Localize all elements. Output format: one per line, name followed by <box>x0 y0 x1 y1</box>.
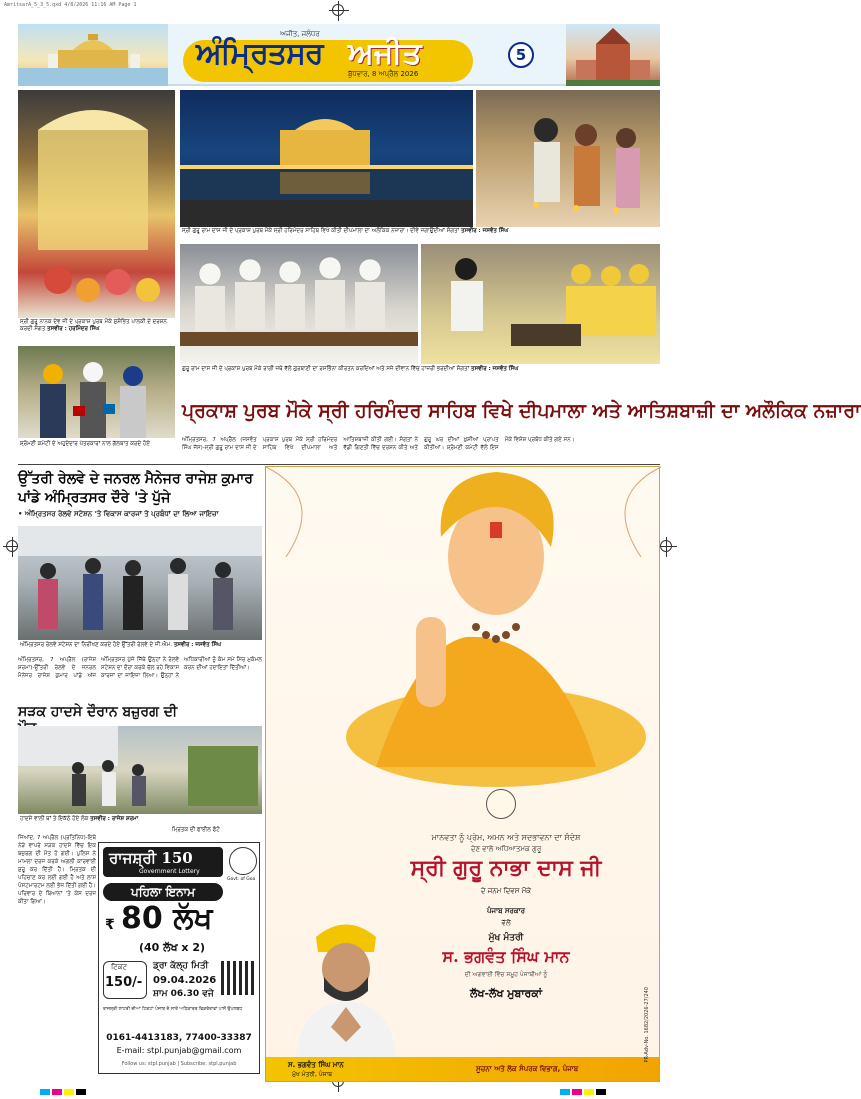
lottery-fine-print: ਰਾਜਸ਼੍ਰੀ ਲਾਟਰੀ ਦੀਆਂ ਟਿਕਟਾਂ ਪੰਜਾਬ ਦੇ ਸਾਰੇ ਅਧਿਕਾਰਤ ਵਿਕਰੇਤਾਵਾਂ ਪਾਸੋਂ ਉਪਲਬਧ <box>103 1007 243 1012</box>
ragi-jatha-photo <box>180 244 418 364</box>
punjab-govt-emblem-icon <box>486 789 516 819</box>
currency-symbol: ₹ <box>105 917 115 933</box>
caption-text: ਗੁਰੂ ਰਾਮ ਦਾਸ ਜੀ ਦੇ ਪ੍ਰਕਾਸ਼ ਪੁਰਬ ਮੌਕੇ ਰਾਗੀ ਜਥੇ ਵੱਲੋਂ ਗੁਰਬਾਣੀ ਦਾ ਰਸਭਿੰਨਾ ਕੀਰਤਨ ਕਰਦਿਆਂ ਅਤੇ ਸਜੇ ਦੀਵਾਨ ਵਿੱਚ ਹਾਜ਼ਰੀ ਭਰਦੀਆਂ ਸੰਗਤਾਂ <box>182 366 470 372</box>
lottery-advertisement <box>98 842 260 1074</box>
masthead-title-left: ਅੰਮ੍ਰਿਤਸਰ <box>196 36 323 71</box>
ad-occasion: ਦੇ ਜਨਮ ਦਿਵਸ ਮੌਕੇ <box>480 887 532 895</box>
lottery-brand-sub: Government Lottery <box>139 868 200 875</box>
ticket-price: 150/- <box>105 975 143 990</box>
press-conference-photo <box>18 346 175 438</box>
ad-tagline: ਮਾਨਵਤਾ ਨੂੰ ਪ੍ਰੇਮ, ਅਮਨ ਅਤੇ ਸਦਭਾਵਨਾ ਦਾ ਸੰਦੇਸ਼ <box>431 833 581 842</box>
lottery-footer: Follow us: stpl.punjab | Subscribe: stpl.punjab <box>121 1061 237 1067</box>
railway-caption <box>18 641 262 650</box>
draw-date: 09.04.2026 <box>153 975 217 986</box>
railway-subhead: • ਅੰਮ੍ਰਿਤਸਰ ਰੇਲਵੇ ਸਟੇਸ਼ਨ 'ਤੇ ਵਿਕਾਸ ਕਾਰਜਾਂ ਤੇ ਪ੍ਰਬੰਧਾਂ ਦਾ ਲਿਆ ਜਾਇਜ਼ਾ <box>18 510 219 518</box>
registration-mark <box>6 540 18 552</box>
lottery-phone: 0161-4413183, 77400-33387 <box>106 1033 252 1043</box>
ad-govt: ਪੰਜਾਬ ਸਰਕਾਰ <box>486 907 525 915</box>
cm-portrait <box>286 907 406 1057</box>
guru-portrait-illustration <box>266 467 661 797</box>
print-slug: AmritsarA_5_3_5.qxd 4/8/2026 11:16 AM Page 1 <box>4 2 137 8</box>
qr-code-icon <box>221 961 255 995</box>
prize-amount: 80 ਲੱਖ <box>121 901 213 936</box>
ad-code: PR-Adv-No. 1682/2026-27/240 <box>644 987 650 1063</box>
golden-temple-night-photo <box>180 90 473 227</box>
railway-story-body: ਅੰਮ੍ਰਿਤਸਰ, 7 ਅਪ੍ਰੈਲ (ਰਾਜੇਸ਼ ਸ਼ਰਮਾ)-ਉੱਤਰੀ ਰੇਲਵੇ ਦੇ ਜਨਰਲ ਮੈਨੇਜਰ ਰਾਜੇਸ਼ ਕੁਮਾਰ ਪਾਂਡੇ ਅੱਜ ਅੰਮ੍ਰਿਤਸਰ ਪੁੱਜੇ ਜਿੱਥੇ ਉਨ੍ਹਾਂ ਨੇ ਰੇਲਵੇ ਸਟੇਸ਼ਨ ਦਾ ਦੌਰਾ ਕਰਕੇ ਚੱਲ ਰਹੇ ਵਿਕਾਸ ਕਾਰਜਾਂ ਦਾ ਜਾਇਜ਼ਾ ਲਿਆ। ਉਨ੍ਹਾਂ ਨੇ ਅਧਿਕਾਰੀਆਂ ਨੂੰ ਕੰਮ ਸਮੇਂ ਸਿਰ ਮੁਕੰਮਲ ਕਰਨ ਦੀਆਂ ਹਦਾਇਤਾਂ ਦਿੱਤੀਆਂ। <box>18 657 262 679</box>
draw-label: ਡ੍ਰਾ ਕੱਲ੍ਹ ਮਿਤੀ <box>153 961 209 971</box>
deceased-caption: ਮ੍ਰਿਤਕ ਦੀ ਫਾਈਲ ਫੋਟੋ <box>172 827 220 833</box>
ad-cm-line: ਦੀ ਅਗਵਾਈ ਵਿੱਚ ਸਮੂਹ ਪੰਜਾਬੀਆਂ ਨੂੰ <box>464 971 548 978</box>
draw-time: ਸ਼ਾਮ 06.30 ਵਜੇ <box>153 989 214 999</box>
masthead <box>18 24 660 86</box>
masthead-title-right: ਅਜੀਤ <box>348 36 422 71</box>
cmyk-color-bar <box>40 1080 88 1099</box>
main-headline: ਪ੍ਰਕਾਸ਼ ਪੁਰਬ ਮੌਕੇ ਸ੍ਰੀ ਹਰਿਮੰਦਰ ਸਾਹਿਬ ਵਿਖੇ ਦੀਪਮਾਲਾ ਅਤੇ ਆਤਿਸ਼ਬਾਜ਼ੀ ਦਾ ਅਲੌਕਿਕ ਨਜ਼ਾਰਾ <box>182 400 861 422</box>
photo-credit: ਤਸਵੀਰ : ਜਸਵੰਤ ਸਿੰਘ <box>470 366 519 372</box>
lottery-email: E-mail: stpl.punjab@gmail.com <box>116 1046 242 1055</box>
main-story-body: ਅੰਮ੍ਰਿਤਸਰ, 7 ਅਪ੍ਰੈਲ (ਜਸਵੰਤ ਸਿੰਘ ਜੱਸ)-ਸ੍ਰੀ ਗੁਰੂ ਰਾਮ ਦਾਸ ਜੀ ਦੇ ਪ੍ਰਕਾਸ਼ ਪੁਰਬ ਮੌਕੇ ਸ੍ਰੀ ਹਰਿਮੰਦਰ ਸਾਹਿਬ ਵਿਖੇ ਦੀਪਮਾਲਾ ਅਤੇ ਆਤਿਸ਼ਬਾਜ਼ੀ ਕੀਤੀ ਗਈ। ਸੰਗਤਾਂ ਨੇ ਵੱਡੀ ਗਿਣਤੀ ਵਿੱਚ ਦਰਸ਼ਨ ਕੀਤੇ ਅਤੇ ਗੁਰੂ ਘਰ ਦੀਆਂ ਖ਼ੁਸ਼ੀਆਂ ਪ੍ਰਾਪਤ ਕੀਤੀਆਂ। ਸ਼੍ਰੋਮਣੀ ਕਮੇਟੀ ਵੱਲੋਂ ਇਸ ਮੌਕੇ ਵਿਸ਼ੇਸ਼ ਪ੍ਰਬੰਧ ਕੀਤੇ ਗਏ ਸਨ। <box>182 437 575 451</box>
photo-credit: ਤਸਵੀਰ : ਰਾਜੇਸ਼ ਸ਼ਰਮਾ <box>90 816 139 822</box>
railway-headline: ਉੱਤਰੀ ਰੇਲਵੇ ਦੇ ਜਨਰਲ ਮੈਨੇਜਰ ਰਾਜੇਸ਼ ਕੁਮਾਰ ਪਾਂਡੇ ਅੰਮ੍ਰਿਤਸਰ ਦੌਰੇ 'ਤੇ ਪੁੱਜੇ <box>18 471 253 506</box>
ticket-label: ਟਿਕਟ <box>111 963 128 971</box>
registration-mark <box>660 540 672 552</box>
ad-cm-label: ਮੁੱਖ ਮੰਤਰੀ <box>488 933 524 943</box>
cm-photo-name: ਸ. ਭਗਵੰਤ ਸਿੰਘ ਮਾਨ <box>288 1061 344 1069</box>
sangat-photo <box>421 244 660 364</box>
caption-text: ਅੰਮ੍ਰਿਤਸਰ ਰੇਲਵੇ ਸਟੇਸ਼ਨ ਦਾ ਨਿਰੀਖਣ ਕਰਦੇ ਹੋਏ ਉੱਤਰੀ ਰੇਲਵੇ ਦੇ ਜੀ.ਐਮ. <box>20 642 172 648</box>
accident-story-body: ਜਿਆਂਦ, 7 ਅਪ੍ਰੈਲ (ਪ੍ਰਤਿਨਿਧ)-ਇਥੇ ਨੇੜੇ ਵਾਪਰੇ ਸੜਕ ਹਾਦਸੇ ਵਿੱਚ ਇਕ ਬਜ਼ੁਰਗ ਦੀ ਮੌਤ ਹੋ ਗਈ। ਪੁਲਿਸ ਨੇ ਮਾਮਲਾ ਦਰਜ ਕਰਕੇ ਅਗਲੀ ਕਾਰਵਾਈ ਸ਼ੁਰੂ ਕਰ ਦਿੱਤੀ ਹੈ। ਮ੍ਰਿਤਕ ਦੀ ਪਹਿਚਾਣ ਕਰ ਲਈ ਗਈ ਹੈ ਅਤੇ ਲਾਸ਼ ਪੋਸਟਮਾਰਟਮ ਲਈ ਭੇਜ ਦਿੱਤੀ ਗਈ ਹੈ। ਪਰਿਵਾਰ ਦੇ ਬਿਆਨਾਂ 'ਤੇ ਕੇਸ ਦਰਜ ਕੀਤਾ ਗਿਆ। <box>18 835 96 905</box>
ad-title: ਸ੍ਰੀ ਗੁਰੂ ਨਾਭਾ ਦਾਸ ਜੀ <box>410 855 602 881</box>
photo-credit: ਤਸਵੀਰ : ਜਸਵੰਤ ਸਿੰਘ <box>460 228 509 234</box>
press-caption: ਸ਼੍ਰੋਮਣੀ ਕਮੇਟੀ ਦੇ ਅਹੁਦੇਦਾਰ ਪੱਤਰਕਾਰਾਂ ਨਾਲ ਗੱਲਬਾਤ ਕਰਦੇ ਹੋਏ <box>20 441 150 447</box>
palki-photo <box>18 90 175 318</box>
caption-text: ਸ੍ਰੀ ਗੁਰੂ ਨਾਨਕ ਦੇਵ ਜੀ ਦੇ ਪ੍ਰਕਾਸ਼ ਪੁਰਬ ਮੌਕੇ ਸੁਸ਼ੋਭਿਤ ਪਾਲਕੀ ਦੇ ਦਰਸ਼ਨ ਕਰਦੀ ਸੰਗਤ <box>20 319 167 332</box>
accident-caption <box>18 815 148 824</box>
golden-temple-image <box>18 24 168 86</box>
issue-date: ਬੁੱਧਵਾਰ, 8 ਅਪ੍ਰੈਲ 2026 <box>348 70 419 78</box>
ad-dept: ਸੂਚਨਾ ਅਤੇ ਲੋਕ ਸੰਪਰਕ ਵਿਭਾਗ, ਪੰਜਾਬ <box>476 1065 579 1073</box>
cm-photo-title: ਮੁੱਖ ਮੰਤਰੀ, ਪੰਜਾਬ <box>292 1071 333 1078</box>
caption-text: ਸ੍ਰੀ ਗੁਰੂ ਰਾਮ ਦਾਸ ਜੀ ਦੇ ਪ੍ਰਕਾਸ਼ ਪੁਰਬ ਮੌਕੇ ਸ੍ਰੀ ਹਰਿਮੰਦਰ ਸਾਹਿਬ ਵਿਖੇ ਕੀਤੀ ਦੀਪਮਾਲਾ ਦਾ ਅਲੌਕਿਕ ਨਜ਼ਾਰਾ। ਦੀਵੇ ਜਗਾਉਂਦੀਆਂ ਸੰਗਤਾਂ <box>182 228 460 234</box>
kirtan-caption <box>180 365 660 374</box>
palki-caption <box>18 318 175 334</box>
ad-cm-name: ਸ. ਭਗਵੰਤ ਸਿੰਘ ਮਾਨ <box>442 947 570 966</box>
diya-lighting-photo <box>476 90 660 227</box>
photo-credit: ਤਸਵੀਰ : ਜਸਵੰਤ ਸਿੰਘ <box>173 642 222 648</box>
prize-split: (40 ਲੱਖ x 2) <box>139 941 206 954</box>
heritage-building-image <box>566 24 660 86</box>
seal-label: Govt. of Goa <box>227 877 256 882</box>
accident-scene-photo <box>18 726 262 814</box>
city-tag: ਅਜੀਤ, ਜਲੰਧਰ <box>280 30 320 38</box>
ad-tagline-2: ਦੇਣ ਵਾਲੇ ਅਧਿਆਤਮਕ ਗੁਰੂ <box>470 845 542 853</box>
photo-credit: ਤਸਵੀਰ : ਹਰਮਿੰਦਰ ਸਿੰਘ <box>46 326 100 332</box>
lottery-brand: ਰਾਜਸ਼੍ਰੀ 150 <box>109 849 193 867</box>
government-advertisement <box>265 466 660 1082</box>
section-divider <box>18 464 660 465</box>
cmyk-color-bar <box>560 1080 608 1099</box>
ad-by: ਵੱਲੋਂ <box>501 919 511 927</box>
first-prize-label: ਪਹਿਲਾ ਇਨਾਮ <box>103 883 223 901</box>
page-number: 5 <box>508 42 534 68</box>
temple-caption <box>180 227 660 236</box>
accident-headline: ਸੜਕ ਹਾਦਸੇ ਦੌਰਾਨ ਬਜ਼ੁਰਗ ਦੀ <box>18 704 178 720</box>
caption-text: ਹਾਦਸੇ ਵਾਲੀ ਥਾਂ ਤੇ ਇਕੱਠੇ ਹੋਏ ਲੋਕ <box>20 816 89 822</box>
registration-mark <box>332 4 344 16</box>
goa-seal-icon <box>229 847 257 875</box>
railway-inspection-photo <box>18 526 262 640</box>
ad-wishes: ਲੱਖ-ਲੱਖ ਮੁਬਾਰਕਾਂ <box>470 987 542 1000</box>
